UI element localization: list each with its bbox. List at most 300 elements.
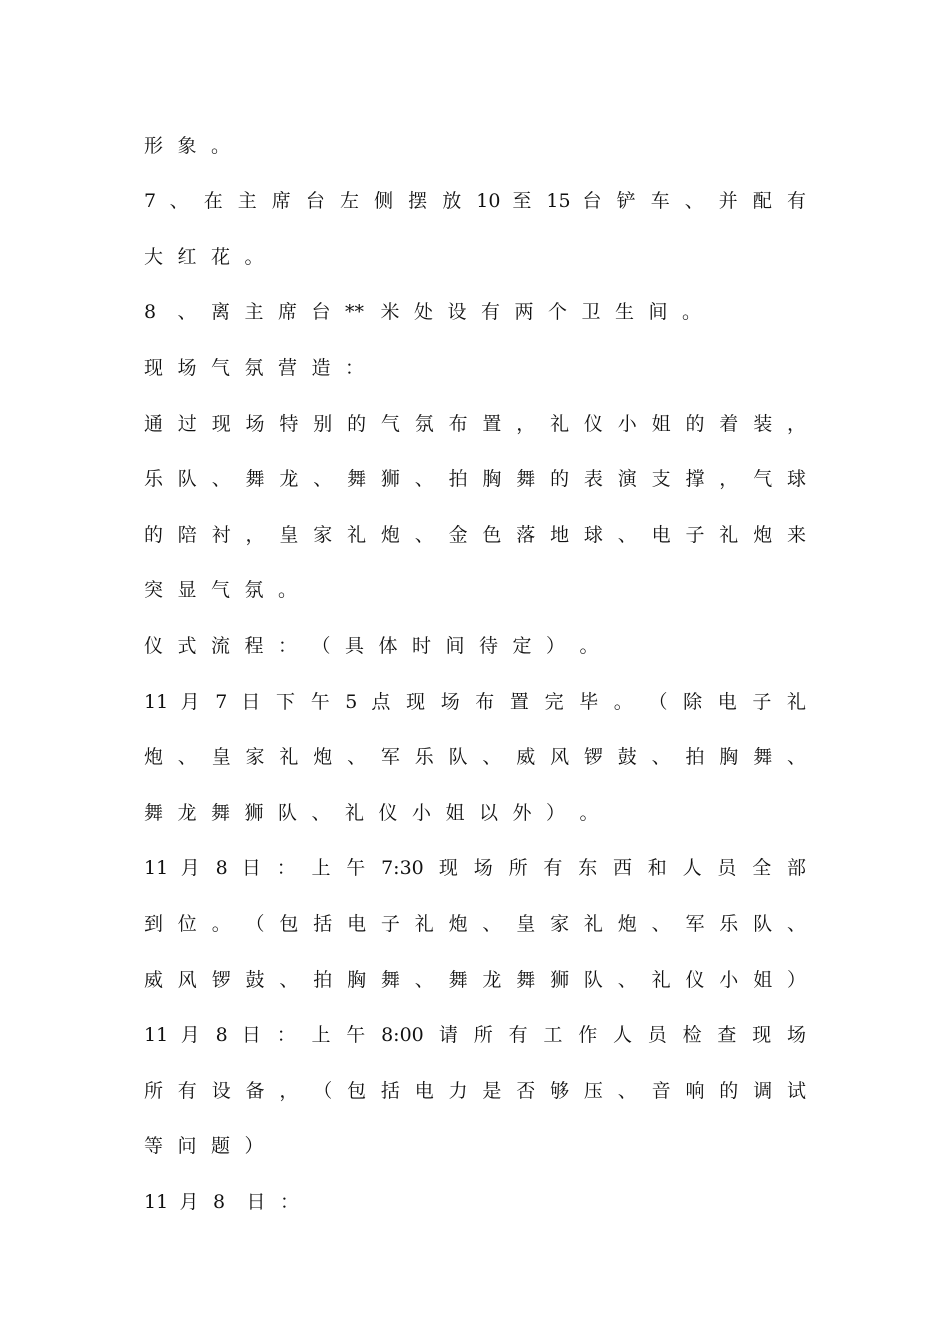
text-glyph: 礼 — [550, 413, 570, 435]
text-glyph: 礼 — [414, 913, 434, 935]
text-glyph: 调 — [753, 1080, 773, 1102]
text-glyph: 拍 — [313, 969, 333, 991]
text-glyph: 礼 — [347, 524, 367, 546]
text-glyph: 。 — [278, 579, 298, 601]
text-glyph: 表 — [583, 468, 603, 490]
text-glyph: 8 — [213, 1191, 226, 1213]
text-glyph: 11 — [144, 691, 169, 713]
text-glyph: 红 — [177, 246, 197, 268]
text-glyph: ： — [280, 1191, 300, 1213]
text-glyph: 威 — [516, 746, 536, 768]
text-glyph: 队 — [177, 468, 197, 490]
text-glyph: 现 — [144, 357, 164, 379]
text-glyph: 象 — [177, 135, 197, 157]
text-glyph: 有 — [481, 301, 501, 323]
text-glyph: 、 — [169, 190, 189, 212]
text-line — [144, 409, 806, 439]
text-glyph: 狮 — [380, 468, 400, 490]
text-glyph: 月 — [180, 857, 200, 879]
text-glyph: 。 — [244, 246, 264, 268]
text-glyph: 突 — [144, 579, 164, 601]
text-glyph: 礼 — [787, 691, 807, 713]
text-glyph: 舞 — [380, 969, 400, 991]
text-glyph: ， — [279, 1080, 299, 1102]
text-glyph: 军 — [685, 913, 705, 935]
text-glyph: 的 — [550, 468, 570, 490]
text-glyph: 、 — [177, 301, 197, 323]
text-glyph: 时 — [412, 635, 432, 657]
text-glyph: 、 — [482, 746, 502, 768]
text-glyph: ， — [516, 413, 536, 435]
text-glyph: 侧 — [374, 190, 394, 212]
text-glyph: 皇 — [211, 746, 231, 768]
text-glyph: 舞 — [347, 468, 367, 490]
text-glyph: 小 — [617, 413, 637, 435]
text-glyph: 舞 — [448, 969, 468, 991]
text-glyph: 卫 — [581, 301, 601, 323]
text-glyph: 撑 — [685, 468, 705, 490]
text-glyph: 支 — [651, 468, 671, 490]
text-glyph: 礼 — [651, 969, 671, 991]
text-glyph: 两 — [514, 301, 534, 323]
text-glyph: 响 — [685, 1080, 705, 1102]
text-glyph: ： — [276, 857, 296, 879]
text-glyph: 有 — [543, 857, 563, 879]
text-glyph: 电 — [414, 1080, 434, 1102]
text-glyph: 子 — [752, 691, 772, 713]
text-glyph: 有 — [177, 1080, 197, 1102]
text-glyph: ， — [719, 468, 739, 490]
text-glyph: 西 — [613, 857, 633, 879]
text-glyph: 舞 — [753, 746, 773, 768]
text-line — [144, 186, 806, 216]
text-glyph: 舞 — [516, 969, 536, 991]
text-glyph: 形 — [144, 135, 164, 157]
text-glyph: 8:00 — [381, 1024, 424, 1046]
text-glyph: 全 — [752, 857, 772, 879]
text-glyph: 、 — [414, 969, 434, 991]
text-glyph: 月 — [179, 1191, 199, 1213]
text-glyph: 、 — [787, 746, 807, 768]
text-glyph: 场 — [787, 1024, 807, 1046]
text-glyph: 龙 — [279, 468, 299, 490]
text-glyph: 礼 — [719, 524, 739, 546]
text-glyph: 乐 — [414, 746, 434, 768]
text-glyph: 队 — [753, 913, 773, 935]
text-glyph: 炮 — [380, 524, 400, 546]
text-glyph: 左 — [340, 190, 360, 212]
text-glyph: ） — [546, 635, 566, 657]
text-glyph: 仪 — [378, 802, 398, 824]
text-glyph: 姐 — [651, 413, 671, 435]
text-glyph: 和 — [647, 857, 667, 879]
text-glyph: 胸 — [482, 468, 502, 490]
text-glyph: 置 — [509, 691, 529, 713]
text-glyph: 家 — [313, 524, 333, 546]
text-glyph: 请 — [438, 1024, 458, 1046]
text-glyph: 式 — [177, 635, 197, 657]
text-glyph: 、 — [414, 468, 434, 490]
text-glyph: 金 — [448, 524, 468, 546]
text-glyph: 家 — [245, 746, 265, 768]
text-glyph: 皇 — [516, 913, 536, 935]
text-glyph: 席 — [278, 301, 298, 323]
text-glyph: 8 — [144, 301, 157, 323]
text-line — [144, 1020, 806, 1050]
text-glyph: ** — [345, 301, 364, 323]
text-glyph: 衬 — [211, 524, 231, 546]
text-glyph: ， — [787, 413, 807, 435]
text-glyph: 舞 — [144, 802, 164, 824]
text-glyph: 7 — [144, 190, 157, 212]
text-glyph: ： — [345, 357, 365, 379]
text-glyph: 舞 — [516, 468, 536, 490]
text-glyph: 舞 — [211, 802, 231, 824]
text-glyph: 定 — [512, 635, 532, 657]
text-glyph: 、 — [787, 913, 807, 935]
text-line — [144, 853, 806, 883]
text-glyph: 队 — [278, 802, 298, 824]
text-glyph: 礼 — [279, 746, 299, 768]
text-glyph: 、 — [177, 746, 197, 768]
text-glyph: 具 — [345, 635, 365, 657]
text-glyph: 、 — [279, 969, 299, 991]
text-glyph: 处 — [414, 301, 434, 323]
text-glyph: 待 — [479, 635, 499, 657]
text-glyph: ） — [244, 1135, 264, 1157]
text-glyph: 。 — [579, 635, 599, 657]
text-glyph: 7:30 — [381, 857, 424, 879]
text-glyph: 午 — [310, 691, 330, 713]
text-glyph: 炮 — [448, 913, 468, 935]
text-glyph: 包 — [279, 913, 299, 935]
text-glyph: 龙 — [177, 802, 197, 824]
text-glyph: 姐 — [753, 969, 773, 991]
text-glyph: 锣 — [211, 969, 231, 991]
text-glyph: 人 — [613, 1024, 633, 1046]
text-glyph: 作 — [578, 1024, 598, 1046]
text-glyph: 以 — [479, 802, 499, 824]
text-glyph: 皇 — [279, 524, 299, 546]
text-glyph: 括 — [313, 913, 333, 935]
text-line — [144, 909, 806, 939]
text-glyph: 生 — [615, 301, 635, 323]
text-glyph: 席 — [271, 190, 291, 212]
text-glyph: 队 — [583, 969, 603, 991]
text-glyph: 风 — [550, 746, 570, 768]
text-glyph: 狮 — [244, 802, 264, 824]
text-glyph: 所 — [144, 1080, 164, 1102]
text-line — [144, 520, 806, 550]
text-glyph: 力 — [448, 1080, 468, 1102]
text-glyph: 车 — [650, 190, 670, 212]
text-glyph: 人 — [682, 857, 702, 879]
text-glyph: 布 — [448, 413, 468, 435]
text-glyph: 显 — [177, 579, 197, 601]
text-glyph: 的 — [144, 524, 164, 546]
text-glyph: 部 — [787, 857, 807, 879]
text-glyph: 、 — [617, 969, 637, 991]
text-glyph: 队 — [448, 746, 468, 768]
text-glyph: 仪 — [583, 413, 603, 435]
text-glyph: ， — [245, 524, 265, 546]
text-line — [144, 965, 806, 995]
text-glyph: 气 — [380, 413, 400, 435]
text-glyph: 试 — [787, 1080, 807, 1102]
text-glyph: 拍 — [448, 468, 468, 490]
text-glyph: 球 — [787, 468, 807, 490]
text-glyph: 间 — [445, 635, 465, 657]
text-glyph: ） — [546, 802, 566, 824]
text-glyph: 日 — [241, 1024, 261, 1046]
text-glyph: 台 — [582, 190, 602, 212]
text-glyph: 日 — [241, 691, 261, 713]
text-glyph: 程 — [244, 635, 264, 657]
text-glyph: 小 — [719, 969, 739, 991]
text-glyph: 胸 — [347, 969, 367, 991]
text-glyph: 在 — [203, 190, 223, 212]
text-glyph: 设 — [447, 301, 467, 323]
text-glyph: 备 — [245, 1080, 265, 1102]
text-glyph: 、 — [617, 1080, 637, 1102]
text-glyph: 龙 — [482, 969, 502, 991]
text-glyph: 、 — [651, 746, 671, 768]
text-glyph: 、 — [482, 913, 502, 935]
text-glyph: 乐 — [144, 468, 164, 490]
text-glyph: 陪 — [177, 524, 197, 546]
text-glyph: 有 — [508, 1024, 528, 1046]
text-glyph: 炮 — [313, 746, 333, 768]
text-glyph: 演 — [617, 468, 637, 490]
text-glyph: 子 — [380, 913, 400, 935]
text-glyph: 体 — [378, 635, 398, 657]
text-glyph: 、 — [617, 524, 637, 546]
text-glyph: 来 — [787, 524, 807, 546]
text-glyph: 家 — [550, 913, 570, 935]
text-glyph: 离 — [211, 301, 231, 323]
text-glyph: 至 — [512, 190, 532, 212]
text-glyph: 炮 — [753, 524, 773, 546]
text-glyph: 地 — [550, 524, 570, 546]
text-glyph: ） — [787, 969, 807, 991]
text-glyph: 11 — [144, 857, 169, 879]
text-line — [144, 742, 806, 772]
text-glyph: 炮 — [144, 746, 164, 768]
text-glyph: 。 — [613, 691, 633, 713]
text-glyph: 场 — [473, 857, 493, 879]
text-glyph: 并 — [718, 190, 738, 212]
text-glyph: 的 — [719, 1080, 739, 1102]
text-glyph: 月 — [180, 691, 200, 713]
text-glyph: 场 — [245, 413, 265, 435]
text-glyph: 员 — [647, 1024, 667, 1046]
text-glyph: 花 — [211, 246, 231, 268]
text-glyph: 到 — [144, 913, 164, 935]
text-glyph: 、 — [311, 802, 331, 824]
text-glyph: 、 — [313, 468, 333, 490]
text-line — [144, 464, 806, 494]
text-glyph: 大 — [144, 246, 164, 268]
text-glyph: 氛 — [244, 357, 264, 379]
text-glyph: 氛 — [414, 413, 434, 435]
text-glyph: 够 — [550, 1080, 570, 1102]
text-glyph: （ — [648, 691, 668, 713]
text-line — [144, 687, 806, 717]
text-glyph: 是 — [482, 1080, 502, 1102]
text-glyph: 检 — [682, 1024, 702, 1046]
text-glyph: 5 — [345, 691, 358, 713]
text-glyph: 。 — [211, 913, 231, 935]
text-glyph: 铲 — [616, 190, 636, 212]
text-glyph: 员 — [717, 857, 737, 879]
text-glyph: 鼓 — [245, 969, 265, 991]
text-glyph: 军 — [380, 746, 400, 768]
text-glyph: 电 — [347, 913, 367, 935]
text-glyph: 。 — [579, 802, 599, 824]
text-glyph: 8 — [215, 1024, 228, 1046]
text-glyph: 间 — [648, 301, 668, 323]
text-glyph: 的 — [685, 413, 705, 435]
text-glyph: 氛 — [244, 579, 264, 601]
text-glyph: 所 — [473, 1024, 493, 1046]
text-glyph: 、 — [414, 524, 434, 546]
text-glyph: 日 — [241, 857, 261, 879]
text-glyph: 包 — [347, 1080, 367, 1102]
text-glyph: 风 — [177, 969, 197, 991]
text-glyph: 胸 — [719, 746, 739, 768]
text-glyph: 场 — [440, 691, 460, 713]
text-glyph: 下 — [276, 691, 296, 713]
text-glyph: 现 — [406, 691, 426, 713]
text-glyph: 括 — [380, 1080, 400, 1102]
text-glyph: 乐 — [719, 913, 739, 935]
text-glyph: 台 — [311, 301, 331, 323]
text-glyph: 流 — [211, 635, 231, 657]
text-glyph: 气 — [211, 357, 231, 379]
text-glyph: 所 — [508, 857, 528, 879]
text-glyph: 拍 — [685, 746, 705, 768]
text-glyph: 鼓 — [617, 746, 637, 768]
text-line — [144, 1076, 806, 1106]
text-glyph: 炮 — [617, 913, 637, 935]
text-glyph: 场 — [177, 357, 197, 379]
text-glyph: 放 — [442, 190, 462, 212]
text-glyph: 8 — [215, 857, 228, 879]
text-glyph: 问 — [177, 1135, 197, 1157]
text-glyph: 落 — [516, 524, 536, 546]
text-glyph: 完 — [544, 691, 564, 713]
text-glyph: 威 — [144, 969, 164, 991]
text-glyph: 、 — [651, 913, 671, 935]
text-glyph: 礼 — [583, 913, 603, 935]
text-glyph: ： — [278, 635, 298, 657]
text-glyph: 的 — [347, 413, 367, 435]
text-glyph: 点 — [371, 691, 391, 713]
text-glyph: 现 — [211, 413, 231, 435]
text-glyph: 东 — [578, 857, 598, 879]
text-glyph: 午 — [346, 1024, 366, 1046]
text-glyph: 台 — [305, 190, 325, 212]
text-glyph: 压 — [583, 1080, 603, 1102]
text-glyph: 否 — [516, 1080, 536, 1102]
text-glyph: 气 — [211, 579, 231, 601]
text-glyph: 11 — [144, 1024, 169, 1046]
text-glyph: 通 — [144, 413, 164, 435]
text-glyph: 个 — [548, 301, 568, 323]
text-glyph: （ — [245, 913, 265, 935]
text-glyph: （ — [313, 1080, 333, 1102]
text-glyph: 米 — [380, 301, 400, 323]
text-glyph: 音 — [651, 1080, 671, 1102]
text-glyph: 10 — [476, 190, 501, 212]
text-glyph: 狮 — [550, 969, 570, 991]
text-glyph: 上 — [311, 857, 331, 879]
text-glyph: 摆 — [408, 190, 428, 212]
text-glyph: 设 — [211, 1080, 231, 1102]
text-glyph: 姐 — [445, 802, 465, 824]
text-glyph: 气 — [753, 468, 773, 490]
text-glyph: （ — [311, 635, 331, 657]
text-glyph: 别 — [313, 413, 333, 435]
text-glyph: 布 — [475, 691, 495, 713]
text-glyph: 15 — [546, 190, 571, 212]
text-glyph: 、 — [684, 190, 704, 212]
text-glyph: 置 — [482, 413, 502, 435]
text-glyph: 仪 — [685, 969, 705, 991]
text-glyph: 现 — [438, 857, 458, 879]
text-glyph: 查 — [717, 1024, 737, 1046]
text-glyph: 、 — [347, 746, 367, 768]
text-glyph: 电 — [717, 691, 737, 713]
text-glyph: 锣 — [583, 746, 603, 768]
text-glyph: 子 — [685, 524, 705, 546]
text-glyph: 特 — [279, 413, 299, 435]
text-glyph: 11 — [144, 1191, 169, 1213]
text-glyph: 7 — [215, 691, 228, 713]
text-glyph: 主 — [244, 301, 264, 323]
text-glyph: 等 — [144, 1135, 164, 1157]
text-glyph: 日 — [246, 1191, 266, 1213]
text-glyph: 主 — [237, 190, 257, 212]
text-glyph: 。 — [682, 301, 702, 323]
text-glyph: 营 — [278, 357, 298, 379]
text-glyph: 上 — [311, 1024, 331, 1046]
text-glyph: 除 — [683, 691, 703, 713]
text-glyph: 工 — [543, 1024, 563, 1046]
text-glyph: 月 — [180, 1024, 200, 1046]
text-glyph: 装 — [753, 413, 773, 435]
text-glyph: 现 — [752, 1024, 772, 1046]
text-glyph: 着 — [719, 413, 739, 435]
text-glyph: 午 — [346, 857, 366, 879]
text-glyph: 位 — [177, 913, 197, 935]
text-glyph: 舞 — [245, 468, 265, 490]
text-glyph: 外 — [512, 802, 532, 824]
text-glyph: 。 — [211, 135, 231, 157]
text-glyph: 造 — [311, 357, 331, 379]
text-glyph: 过 — [177, 413, 197, 435]
text-glyph: 仪 — [144, 635, 164, 657]
text-glyph: 配 — [752, 190, 772, 212]
text-glyph: 电 — [651, 524, 671, 546]
text-glyph: ： — [276, 1024, 296, 1046]
text-glyph: 球 — [583, 524, 603, 546]
text-glyph: 题 — [211, 1135, 231, 1157]
text-glyph: 有 — [787, 190, 807, 212]
text-glyph: 礼 — [345, 802, 365, 824]
text-glyph: 毕 — [579, 691, 599, 713]
text-glyph: 小 — [412, 802, 432, 824]
